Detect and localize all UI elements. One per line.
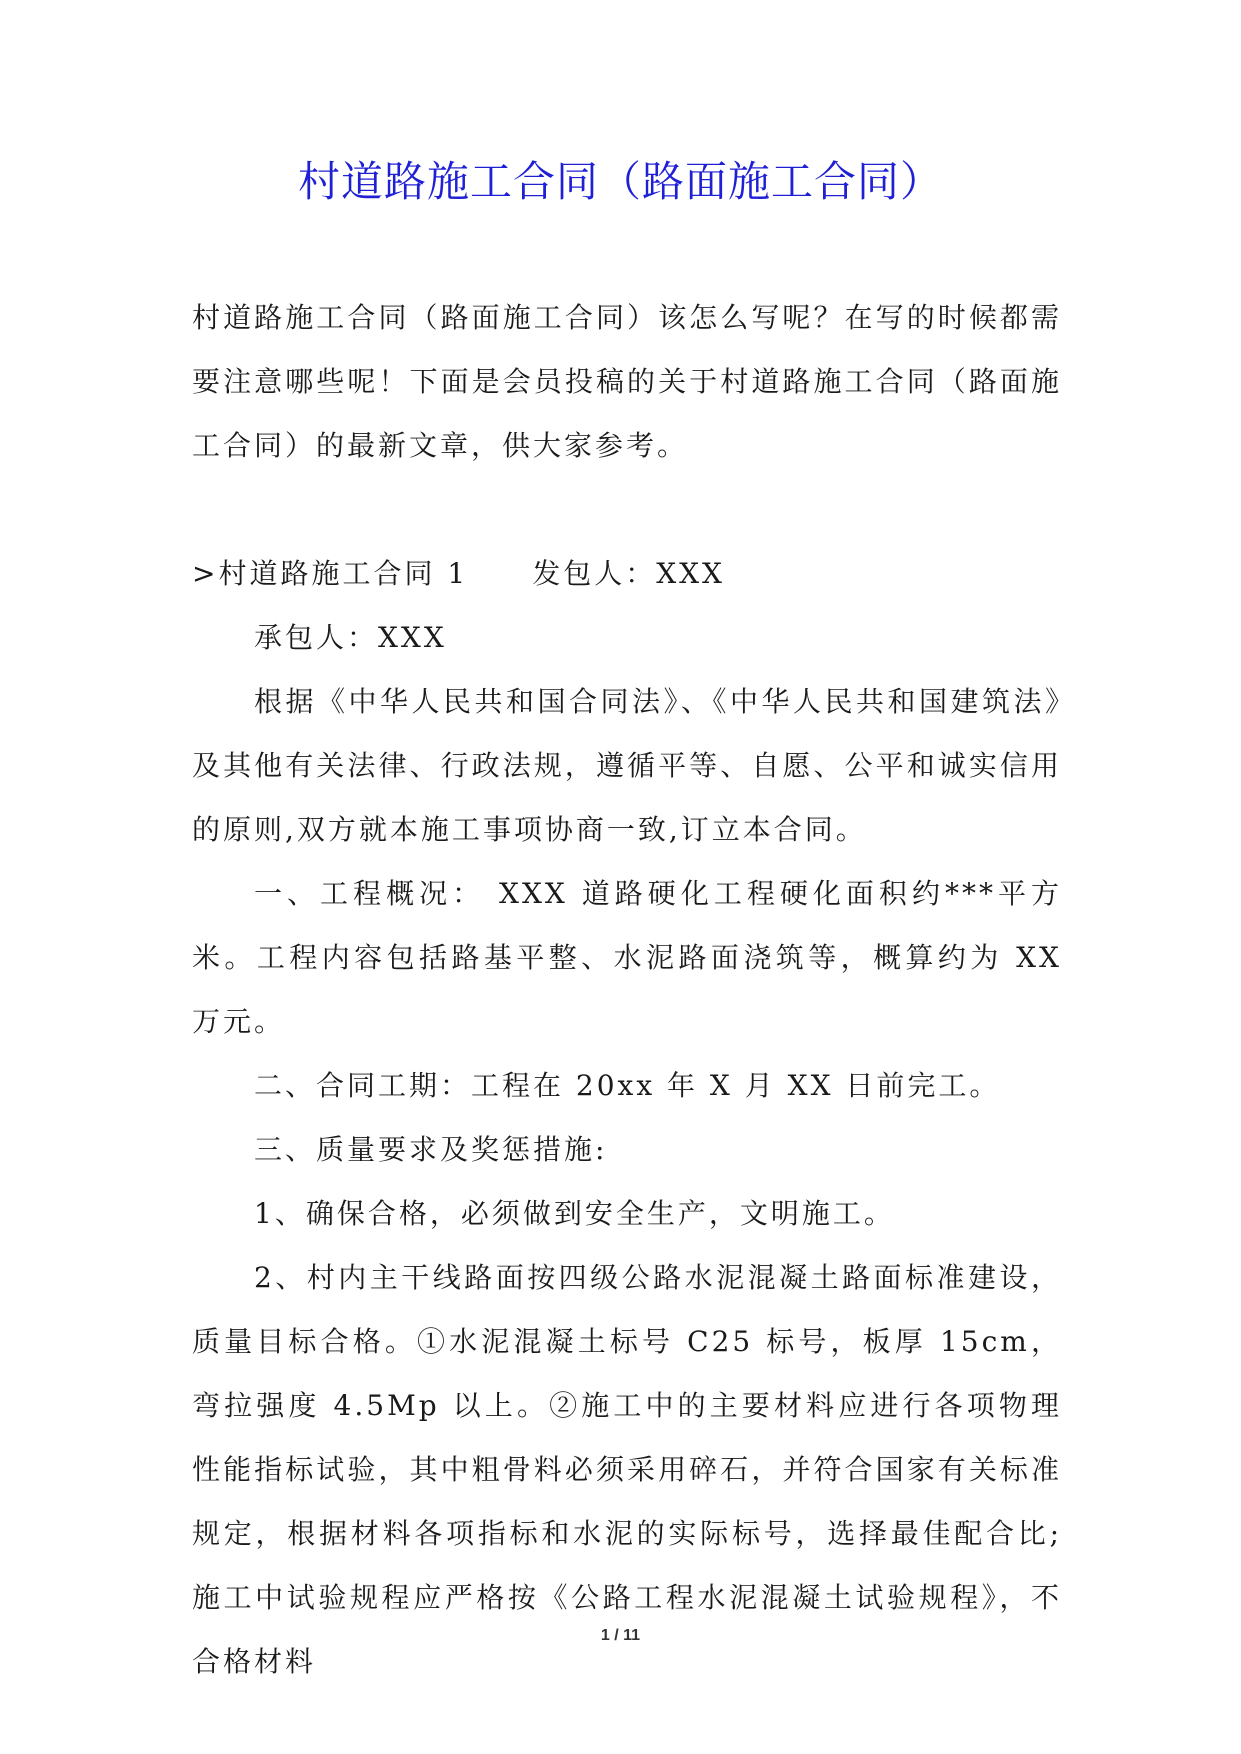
paragraph-quality-heading: 三、质量要求及奖惩措施:	[254, 1133, 608, 1166]
paragraph-legal-basis: 根据《中华人民共和国合同法》、《中华人民共和国建筑法》及其他有关法律、行政法规，遵循平等、自愿、公平和诚实信用的原则,双方就本施工事项协商一致,订立本合同。	[192, 685, 1062, 846]
party-b: 承包人：XXX	[254, 621, 447, 654]
party-a: 发包人：XXX	[532, 557, 725, 590]
paragraph-contract-period: 二、合同工期：工程在 20xx 年 X 月 XX 日前完工。	[254, 1069, 1001, 1102]
paragraph-quality-item-1: 1、确保合格，必须做到安全生产，文明施工。	[254, 1197, 895, 1230]
contract-heading-line	[192, 542, 1062, 606]
paragraph-project-overview: 一、工程概况： XXX 道路硬化工程硬化面积约***平方米。工程内容包括路基平整、水泥路面浇筑等，概算约为 XX 万元。	[192, 877, 1062, 1038]
document-body	[192, 286, 1062, 1694]
document-title: 村道路施工合同（路面施工合同）	[297, 157, 943, 206]
contract-heading: >村道路施工合同 1	[192, 557, 469, 590]
intro-paragraph: 村道路施工合同（路面施工合同）该怎么写呢？在写的时候都需要注意哪些呢！下面是会员投稿的关于村道路施工合同（路面施工合同）的最新文章，供大家参考。	[192, 301, 1062, 462]
paragraph-quality-item-2: 2、村内主干线路面按四级公路水泥混凝土路面标准建设，质量目标合格。①水泥混凝土标号 C25 标号，板厚 15cm，弯拉强度 4.5Mp 以上。②施工中的主要材料应进行各项物理性能指标试验，其中粗骨料必须采用碎石，并符合国家有关标准规定，根据材料各项指标和水泥的实际标号，选择最佳配合比;施工中试验规程应严格按《公路工程水泥混凝土试验规程》，不合格材料	[192, 1261, 1062, 1678]
page-number: 1 / 11	[600, 1627, 641, 1644]
